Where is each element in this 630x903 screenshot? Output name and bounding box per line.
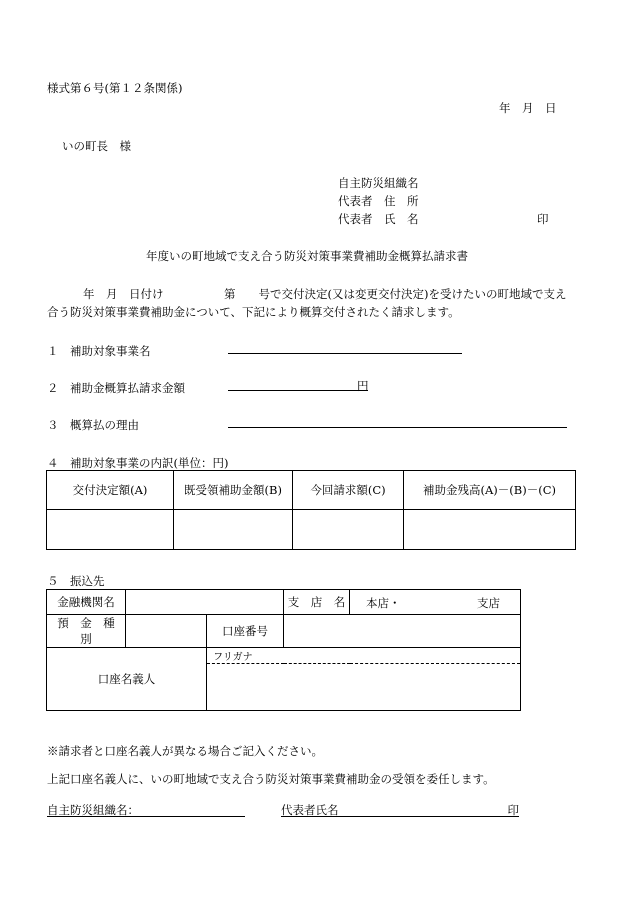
applicant-seal: 印: [537, 212, 549, 226]
applicant-org-label: 自主防災組織名: [338, 176, 419, 190]
bank-field[interactable]: [126, 590, 284, 615]
item-2-field[interactable]: [228, 390, 368, 391]
applicant-address-label: 代表者 住 所: [338, 194, 419, 208]
head-office-text: 本店・: [366, 596, 401, 610]
header-balance: 補助金残高(A)－(B)－(C): [404, 471, 576, 510]
signature-seal: 印: [507, 803, 519, 817]
breakdown-value-row: [47, 510, 576, 550]
item-3-field[interactable]: [228, 427, 567, 428]
account-number-field[interactable]: [284, 615, 521, 648]
deposit-type-field[interactable]: [126, 615, 207, 648]
header-received-amount: 既受領補助金額(B): [174, 471, 293, 510]
header-request-amount: 今回請求額(C): [293, 471, 404, 510]
branch-suffix-text: 支店: [477, 596, 500, 610]
cell-decided-amount[interactable]: [47, 510, 174, 550]
applicant-name-label: 代表者 氏 名: [338, 212, 419, 226]
form-number: 様式第６号(第１２条関係): [47, 81, 183, 95]
signature-rep-label: 代表者氏名: [281, 803, 339, 817]
breakdown-header-row: [47, 471, 576, 510]
transfer-table: [46, 589, 521, 711]
item-1-field[interactable]: [228, 353, 462, 354]
deposit-type-label: 預 金 種 別: [47, 615, 126, 648]
furigana-row: [47, 648, 521, 664]
body-line-1: 第 号で交付決定(又は変更交付決定)を受けたいの町地域で支え: [224, 287, 567, 301]
signature-org-field[interactable]: [47, 802, 245, 817]
date-line: 年 月 日: [499, 101, 557, 115]
item-1-label: １ 補助対象事業名: [47, 344, 151, 358]
transfer-heading: ５ 振込先: [47, 574, 105, 588]
note: ※請求者と口座名義人が異なる場合ご記入ください。: [47, 744, 323, 758]
addressee: いの町長 様: [62, 139, 131, 153]
signature-rep-field[interactable]: [281, 802, 519, 817]
furigana-label: フリガナ: [207, 648, 521, 664]
bank-row: [47, 590, 521, 615]
cell-request-amount[interactable]: [293, 510, 404, 550]
delegation-text: 上記口座名義人に、いの町地域で支え合う防災対策事業費補助金の受領を委任します。: [47, 772, 495, 786]
cell-received-amount[interactable]: [174, 510, 293, 550]
item-2-unit: 円: [357, 379, 369, 393]
cell-balance[interactable]: [404, 510, 576, 550]
signature-org-label: 自主防災組織名：: [47, 803, 139, 817]
deposit-row: [47, 615, 521, 648]
body-date-part: 年 月 日付け: [83, 287, 164, 301]
branch-label: 支 店 名: [284, 590, 350, 615]
body-line-2: 合う防災対策事業費補助金について、下記により概算交付されたく請求します。: [47, 305, 460, 319]
branch-field[interactable]: [350, 590, 521, 615]
header-decided-amount: 交付決定額(A): [47, 471, 174, 510]
holder-field[interactable]: [207, 664, 521, 711]
item-3-label: ３ 概算払の理由: [47, 418, 139, 432]
item-2-label: ２ 補助金概算払請求金額: [47, 381, 185, 395]
bank-label: 金融機関名: [47, 590, 126, 615]
account-number-label: 口座番号: [207, 615, 284, 648]
holder-label: 口座名義人: [47, 648, 207, 711]
document-title: 年度いの町地域で支え合う防災対策事業費補助金概算払請求書: [146, 249, 468, 263]
breakdown-table: [46, 470, 576, 550]
item-4-label: ４ 補助対象事業の内訳(単位：円): [47, 456, 229, 470]
